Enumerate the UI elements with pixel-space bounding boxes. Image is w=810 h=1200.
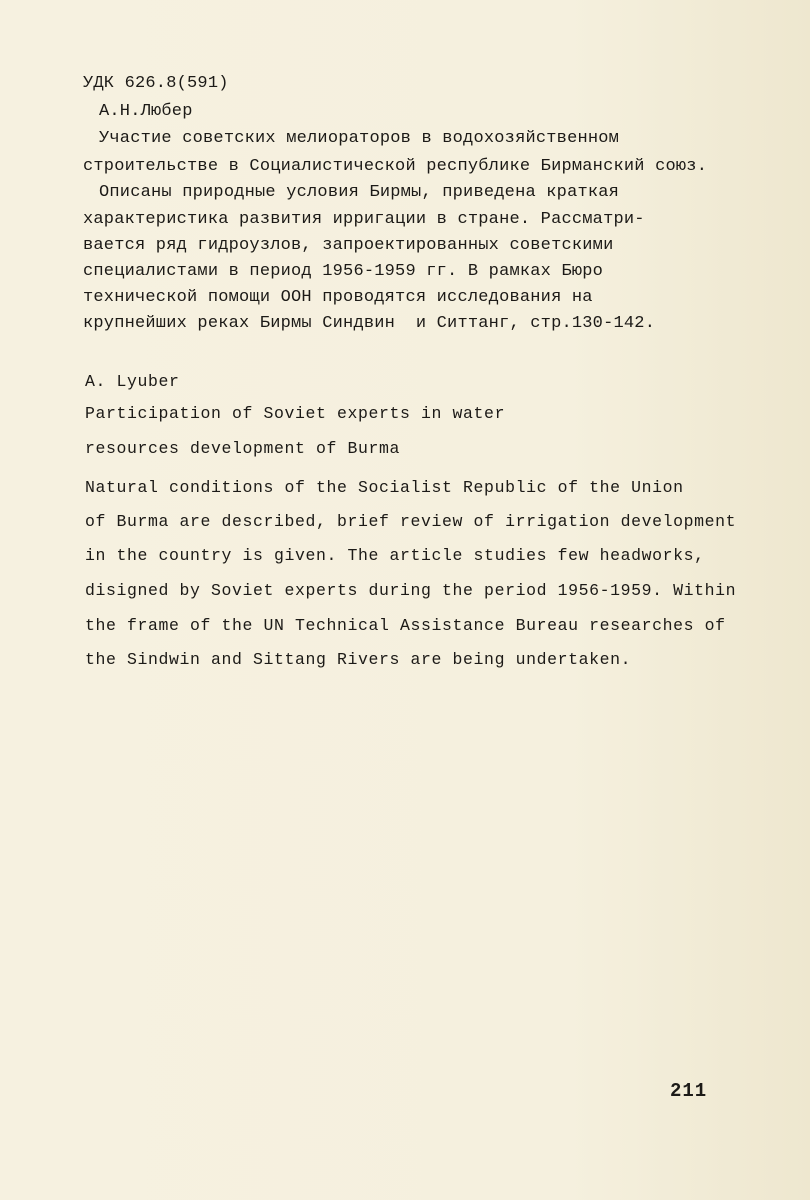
abstract-ru-line-1: Описаны природные условия Бирмы, приведена краткая <box>99 183 620 202</box>
udc-code: УДК 626.8(591) <box>83 74 229 93</box>
abstract-en-line-3: in the country is given. The article studies few headworks, <box>85 546 705 565</box>
abstract-en-line-4: disigned by Soviet experts during the period 1956-1959. Within <box>85 581 737 600</box>
title-ru-line-1: Участие советских мелиораторов в водохозяйственном <box>99 129 620 148</box>
author-ru: А.Н.Любер <box>99 102 193 121</box>
abstract-en-line-2: of Burma are described, brief review of irrigation development <box>85 512 737 531</box>
title-en-line-2: resources development of Burma <box>85 439 401 458</box>
title-en-line-1: Participation of Soviet experts in water <box>85 404 506 423</box>
abstract-ru-line-4: специалистами в период 1956-1959 гг. В рамках Бюро <box>83 262 604 281</box>
abstract-ru-line-3: вается ряд гидроузлов, запроектированных советскими <box>83 236 614 255</box>
abstract-ru-line-2: характеристика развития ирригации в стране. Рассматри- <box>83 210 645 229</box>
abstract-ru-line-5: технической помощи ООН проводятся исследования на <box>83 288 593 307</box>
abstract-en-line-5: the frame of the UN Technical Assistance Bureau researches of <box>85 616 726 635</box>
author-en: A. Lyuber <box>85 372 180 391</box>
title-ru-line-2: строительстве в Социалистической республике Бирманский союз. <box>83 157 708 176</box>
page-number: 211 <box>670 1080 708 1102</box>
abstract-en-line-1: Natural conditions of the Socialist Republic of the Union <box>85 478 684 497</box>
abstract-ru-line-6: крупнейших реках Бирмы Синдвин и Ситтанг, стр.130-142. <box>83 314 656 333</box>
abstract-en-line-6: the Sindwin and Sittang Rivers are being undertaken. <box>85 650 632 669</box>
